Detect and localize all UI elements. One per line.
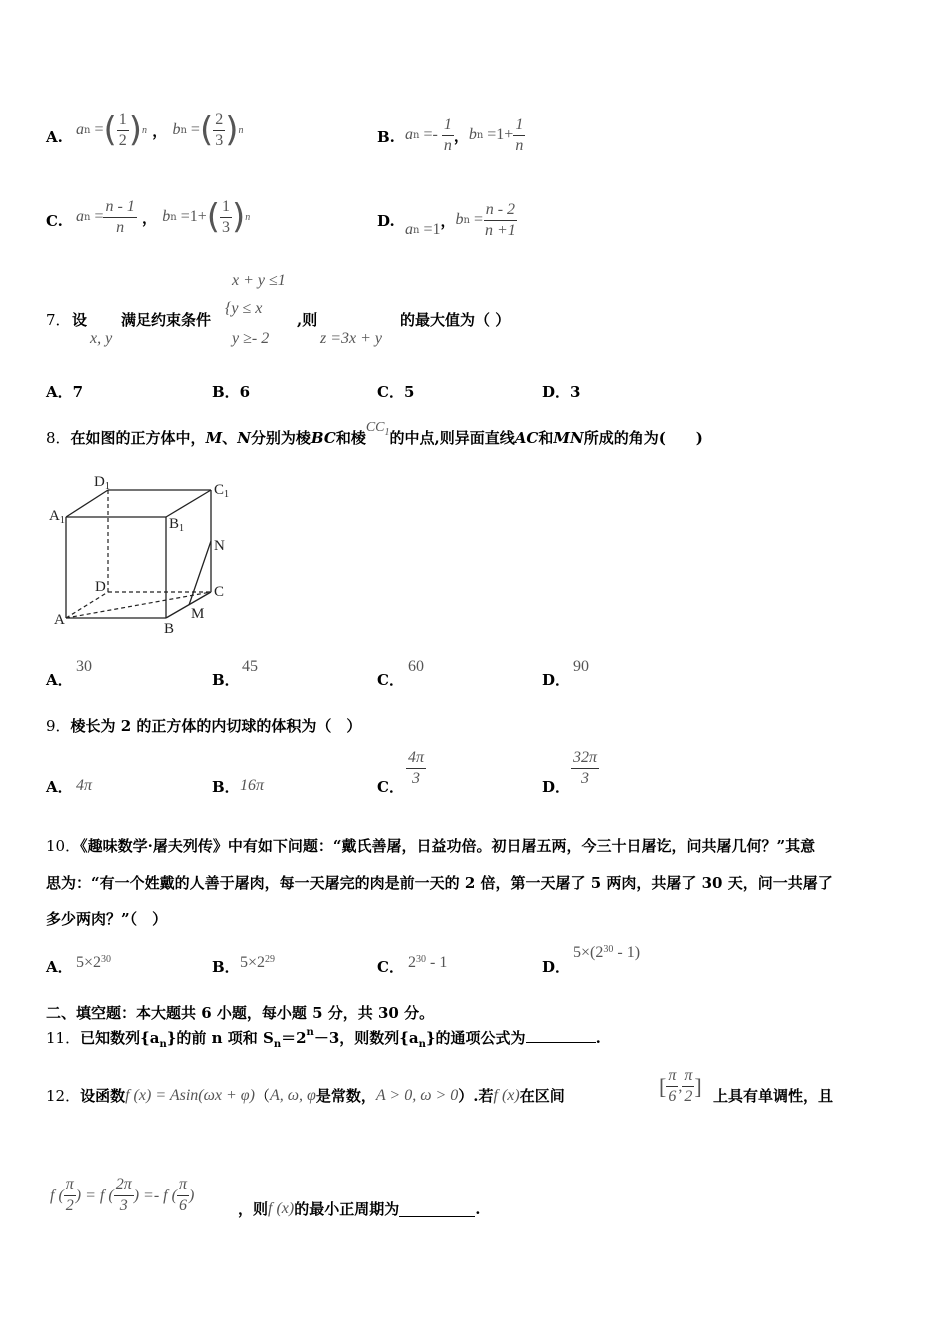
edge-a1d1	[66, 490, 108, 517]
q9-option-c-label: C．	[377, 778, 404, 796]
label-d1: $D_1$	[94, 474, 110, 492]
q10-line-3: 多少两肉？”（ ）	[46, 910, 168, 928]
label-a1: $A_1$	[49, 508, 65, 526]
q6-option-c-label: C.	[46, 212, 63, 230]
q9-stem: 9．棱长为 2 的正方体的内切球的体积为（ ）	[46, 717, 362, 735]
label-b1: $B_1$	[169, 516, 185, 534]
q8-option-a-label: A．	[46, 671, 73, 689]
q7-objective: z =3x + y	[320, 330, 383, 347]
q7-constraint-2: {y ≤ x	[225, 300, 263, 317]
label-m: M	[191, 606, 205, 622]
q9-option-b-label: B．	[212, 778, 240, 796]
label-a: A	[54, 612, 65, 628]
q10-option-d-label: D．	[542, 958, 571, 976]
q12-equation: f ( $\frac{\pi}{2}$ ) = f ( $\frac{2\pi}{3}$ ) =- f ( $\frac{\pi}{6}$ )	[50, 1176, 195, 1214]
q9-option-d-value: $\frac{32\pi}{3}$	[573, 749, 598, 787]
label-n: N	[214, 538, 225, 554]
q7-number: 7．	[46, 311, 71, 329]
q10-option-a-value: $5\times 2^{30}$	[76, 954, 112, 971]
q7-option-a: A．7	[46, 383, 84, 401]
q7-text-1: 设	[72, 311, 88, 329]
q7-option-c: C．5	[377, 383, 415, 401]
label-c: C	[214, 584, 225, 600]
q10-option-b-value: $5\times 2^{29}$	[240, 954, 276, 971]
cube-figure	[46, 470, 246, 640]
q7-constraint-1: x + y ≤1	[232, 272, 286, 289]
q7-text-2: 满足约束条件	[121, 311, 212, 329]
q12-text-6: 上具有单调性，且	[713, 1087, 834, 1105]
q10-option-c-value: $2^{30} - 1$	[408, 954, 448, 971]
edge-b1c1	[166, 490, 211, 517]
q8-option-d-label: D．	[542, 671, 571, 689]
q9-option-b-value: 16π	[240, 777, 265, 794]
q6-option-d-formula: a n =1 ， b n = $\frac{n - 2}{n +1}$	[405, 200, 516, 239]
q10-option-d-value: $5\times(2^{30} - 1)$	[573, 944, 641, 961]
q8-option-b-label: B．	[212, 671, 240, 689]
q12-line-1: 12． 设函数 f (x) = Asin(ωx + φ) （ A, ω, φ 是常数， A > 0, ω > 0 ）.若 f (x) 在区间	[46, 1086, 565, 1105]
q7-text-3: ,则	[297, 311, 318, 329]
q10-option-b-label: B．	[212, 958, 240, 976]
q10-option-c-label: C．	[377, 958, 404, 976]
q6-option-c-formula: a n = $\frac{n - 1}{n}$ ， b n =1+ ( $\frac{1}{3}$ ) n	[76, 197, 251, 237]
q7-option-b: B．6	[212, 383, 251, 401]
q12-interval: [ $\frac{\pi}{6}$ , $\frac{\pi}{2}$ ]	[659, 1067, 702, 1105]
q6-option-d-label: D.	[377, 212, 395, 230]
q9-option-a-label: A．	[46, 778, 73, 796]
q7-constraint-3: y ≥- 2	[232, 330, 270, 347]
q6-option-b-label: B.	[377, 128, 395, 146]
q8-option-d-value: 90	[573, 658, 589, 675]
q10-line-2: 思为：“有一个姓戴的人善于屠肉，每一天屠完的肉是前一天的 2 倍，第一天屠了 5 两肉，共屠了 30 天，问一共屠了	[46, 874, 833, 892]
q7-option-d: D．3	[542, 383, 581, 401]
q7-text-4: 的最大值为（ ）	[400, 311, 511, 329]
q10-line-1: 10．《趣味数学·屠夫列传》中有如下问题：“戴氏善屠，日益功倍。初日屠五两，今三十日屠讫，问共屠几何？”其意	[46, 837, 816, 855]
q6-option-b-formula: a n =- $\frac{1}{n}$ ， b n =1+ $\frac{1}{n}$	[405, 115, 524, 154]
q9-option-d-label: D．	[542, 778, 571, 796]
q11-stem: 11．已知数列$\{a_n\}$的前 n 项和 $S_n=2^n-3$，则数列$\{a_n\}$的通项公式为 .	[46, 1027, 601, 1050]
q7-vars: x, y	[90, 330, 113, 347]
q8-option-a-value: 30	[76, 658, 92, 675]
label-d: D	[95, 579, 106, 595]
q6-option-a-label: A.	[46, 128, 63, 146]
q11-answer-blank[interactable]	[526, 1042, 596, 1043]
label-b: B	[164, 621, 175, 637]
q8-option-c-value: 60	[408, 658, 424, 675]
section-2-title: 二、填空题：本大题共 6 小题，每小题 5 分，共 30 分。	[46, 1004, 435, 1022]
q9-option-c-value: $\frac{4\pi}{3}$	[408, 749, 425, 787]
label-c1: $C_1$	[214, 482, 230, 500]
q12-answer-blank[interactable]	[399, 1200, 475, 1217]
q9-option-a-value: 4π	[76, 777, 93, 794]
q12-line-2: ，则 f (x) 的最小正周期为 .	[238, 1199, 481, 1218]
q8-option-b-value: 45	[242, 658, 258, 675]
q8-stem: 8．在如图的正方体中，M、N分别为棱BC和棱$CC_1$的中点,则异面直线AC和MN所成的角为( )	[46, 420, 703, 447]
q10-option-a-label: A．	[46, 958, 73, 976]
q6-option-a-formula: a n = ( $\frac{1}{2}$ ) n ， b n = ( $\frac{2}{3}$ ) n	[76, 110, 244, 150]
q8-option-c-label: C．	[377, 671, 404, 689]
